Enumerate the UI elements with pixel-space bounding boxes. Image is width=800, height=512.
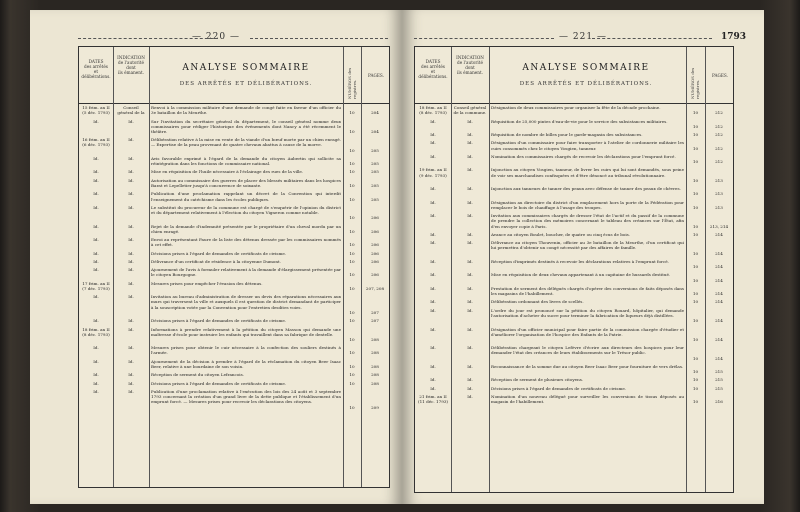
cell-date: Id. (430, 307, 436, 313)
cell-date: Id. (93, 380, 99, 386)
cell-page: 205 (371, 169, 379, 175)
cell-register-number: 10 (692, 159, 699, 165)
cell-register-number: 10 (349, 285, 355, 291)
cell-summary: Injonction au citoyen Vosgien, tanneur, de livrer les cuirs qui lui sont demandés, sous peine de voir ses marchandises confisquées et d'être dénoncé au tribunal révolutionnaire. (491, 167, 684, 178)
cell-date: Id. (93, 223, 99, 229)
cell-register-number: 10 (349, 110, 355, 116)
cell-summary: Réquisition de nombre de billes pour le garde-magasin des subsistances. (491, 132, 643, 138)
cell-authority: Id. (467, 153, 473, 159)
table-row (79, 251, 389, 256)
cell-authority: Conseil général de la (117, 105, 145, 116)
table-row (79, 156, 389, 166)
table-row (415, 327, 733, 343)
cell-page: 212 (715, 123, 723, 129)
cell-date: 18 frim. an II (8 déc. 1793) (419, 105, 447, 116)
header-dates: DATES des arrêtés et délibérations. (81, 59, 111, 79)
cell-date: Id. (430, 240, 436, 246)
cell-date: 17 frim. an II (7 déc. 1793) (82, 280, 110, 291)
cell-page: 207 (371, 318, 379, 324)
cell-register-number: 10 (692, 377, 699, 383)
table-row (79, 259, 389, 264)
cell-page: 207 (371, 309, 379, 315)
cell-page: 206 (371, 272, 379, 278)
cell-date: Id. (93, 237, 99, 243)
cell-page: 206 (371, 242, 379, 248)
cell-summary: Réception d'imprimés destinés à recevoir les déclarations relatives à l'emprunt forcé. (491, 258, 669, 264)
cell-summary: Décisions prises à l'égard de demandes de certificats de civisme. (151, 318, 287, 324)
cell-summary: Réception de serment du citoyen Lefrancois. (151, 372, 245, 378)
cell-summary: Mise en réquisition de l'huile nécessaire à l'éclairage des rues de la ville. (151, 169, 304, 175)
cell-authority: Id. (467, 299, 473, 305)
table-row (415, 394, 733, 404)
table-row (79, 169, 389, 174)
cell-register-number: 10 (692, 191, 699, 197)
cell-date: Id. (430, 345, 436, 351)
cell-summary: Ajournement de l'avis à formuler relativement à la demande d'élargissement présentée par le citoyen Bourgogne. (151, 267, 341, 278)
cell-authority: Id. (128, 191, 134, 197)
cell-date: Id. (430, 299, 436, 305)
cell-authority: Id. (128, 250, 134, 256)
cell-page: 212 (715, 132, 723, 138)
cell-page: 206 (371, 215, 379, 221)
cell-register-number: 10 (349, 147, 355, 153)
cell-page: 208 (371, 336, 379, 342)
cell-page: 216 (715, 399, 723, 405)
cell-summary: Délivrance au citoyen Thouvenin, officier au 3e bataillon de la Meurthe, d'un certificat qui lui permettra d'obtenir un congé nécessité par des affaires de famille. (491, 240, 684, 251)
cell-authority: Id. (128, 388, 134, 394)
cell-register-number: 10 (349, 128, 355, 134)
cell-authority: Id. (128, 318, 134, 324)
cell-register-number: 10 (692, 223, 699, 229)
cell-register-number: 10 (692, 123, 699, 129)
cell-register-number: 10 (692, 299, 699, 305)
cell-register-number: 10 (692, 264, 699, 270)
cell-date: Id. (93, 177, 99, 183)
cell-summary: Injonction aux tanneurs de tanner des peaux avec défense de tanner des peaux de chèvres. (491, 186, 681, 192)
cell-authority: Id. (467, 231, 473, 237)
cell-register-number: 10 (349, 215, 355, 221)
cell-summary: Reconnaissance de la somme due au citoyen Beer Isaac Beer pour fourniture de vers drélas. (491, 363, 684, 369)
cell-authority: Id. (128, 177, 134, 183)
cell-date: 16 frim. an II (6 déc. 1793) (82, 137, 110, 148)
cell-page: 213 (715, 177, 723, 183)
cell-summary: Nomination d'un nouveau délégué pour surveiller les conversions de tissus déposés au magasin de l'habillement. (491, 394, 684, 405)
cell-authority: Id. (128, 237, 134, 243)
table-row (79, 137, 389, 153)
cell-register-number: 10 (349, 161, 355, 167)
header-numeros: NUMÉROS des registres. (690, 67, 700, 99)
cell-register-number: 10 (349, 372, 355, 378)
cell-date: 21 frim. an II (11 déc. 1793) (417, 394, 449, 405)
cell-register-number: 10 (349, 309, 355, 315)
cell-authority: Id. (128, 204, 134, 210)
cell-page: 214 (715, 231, 723, 237)
table-row (415, 132, 733, 137)
cell-summary: Informations à prendre relativement à la pétition du citoyen Masson qui demande une maîtresse d'école pour instruire les enfants qui travaillent dans sa fabrique de dentelle. (151, 326, 341, 337)
cell-register-number: 10 (349, 350, 355, 356)
cell-register-number: 10 (692, 277, 699, 283)
page-number: — 221 — (559, 32, 607, 42)
table-row (79, 389, 389, 410)
table-row (79, 294, 389, 315)
cell-date: Id. (430, 326, 436, 332)
cell-page: 208 (371, 350, 379, 356)
cell-register-number: 10 (692, 355, 699, 361)
page-number: — 220 — (192, 32, 240, 42)
cell-page: 208 (371, 380, 379, 386)
cell-date: Id. (430, 132, 436, 138)
cell-page: 214 (715, 318, 723, 324)
header-indication: INDICATION de l'autorité dont ils émanent. (456, 55, 484, 75)
cell-date: Id. (430, 385, 436, 391)
cell-page: 204 (371, 110, 379, 116)
cell-date: Id. (430, 213, 436, 219)
table-row (79, 381, 389, 386)
table-row (415, 308, 733, 324)
right-page (402, 10, 764, 504)
cell-page: 205 (371, 161, 379, 167)
cell-date: Id. (430, 285, 436, 291)
cell-summary: Envoi au représentant Faure de la liste des détenus dressée par les commissaires nommés à cet effet. (151, 237, 341, 248)
cell-authority: Id. (128, 169, 134, 175)
header-dates: DATES des arrêtés et délibérations. (418, 59, 448, 79)
cell-date: Id. (430, 377, 436, 383)
header-subtitle: DES ARRÊTÉS ET DÉLIBÉRATIONS. (179, 81, 313, 87)
table-row (415, 272, 733, 282)
table-row (79, 327, 389, 343)
table-row (415, 299, 733, 304)
cell-register-number: 10 (349, 258, 355, 264)
cell-authority: Id. (467, 385, 473, 391)
cell-page: 214 (715, 250, 723, 256)
cell-summary: Désignation de deux commissaires pour organiser la fête de la décade prochaine. (491, 105, 661, 110)
table-row (79, 237, 389, 247)
table-row (79, 119, 389, 135)
table-row (79, 178, 389, 188)
summary-table (414, 46, 734, 493)
cell-register-number: 10 (349, 380, 355, 386)
table-row (415, 232, 733, 237)
cell-authority: Id. (128, 267, 134, 273)
cell-date: Id. (93, 267, 99, 273)
cell-page: 204 (371, 128, 379, 134)
header-pages: PAGES. (368, 73, 384, 78)
cell-authority: Id. (128, 345, 134, 351)
cell-authority: Conseil général de la commune. (453, 105, 487, 116)
cell-register-number: 10 (692, 231, 699, 237)
cell-register-number: 10 (349, 196, 355, 202)
cell-summary: Prestation de serment des délégués chargés d'opérer des conversions de faits déposés dans les magasins de l'habillement. (491, 285, 684, 297)
cell-page: 214 (715, 264, 723, 270)
table-row (415, 345, 733, 361)
table-row (415, 105, 733, 115)
cell-page: 212 (715, 159, 723, 165)
table-row (415, 213, 733, 229)
cell-authority: Id. (128, 280, 134, 286)
table-row (415, 140, 733, 150)
cell-date: Id. (93, 358, 99, 364)
table-row (79, 359, 389, 369)
cell-summary: Mesures prises pour empêcher l'évasion des détenus. (151, 280, 263, 286)
cell-authority: Id. (128, 137, 134, 143)
cell-authority: Id. (128, 155, 134, 161)
cell-summary: Nomination des commissaires chargés de recevoir les déclarations pour l'emprunt forcé. (491, 153, 676, 159)
cell-date: Id. (93, 191, 99, 197)
cell-authority: Id. (467, 326, 473, 332)
cell-register-number: 10 (349, 242, 355, 248)
cell-page: 213, 214 (709, 223, 729, 229)
cell-date: Id. (93, 118, 99, 124)
cell-date: 15 frim. an II (5 déc. 1793) (82, 105, 110, 116)
summary-table (78, 46, 390, 488)
cell-summary: Réquisition de 25,000 pintes d'eau-de-vie pour le service des subsistances militaires. (491, 118, 668, 124)
cell-summary: Mesures prises pour obtenir le cuir nécessaire à la confection des souliers destinés à l'armée. (151, 345, 341, 356)
header-title: ANALYSE SOMMAIRE (182, 63, 310, 73)
header-indication: INDICATION de l'autorité dont ils émanent. (117, 55, 145, 75)
table-row (415, 119, 733, 129)
cell-page: 208 (371, 372, 379, 378)
cell-register-number: 10 (349, 363, 355, 369)
cell-summary: Avis favorable exprimé à l'égard de la demande du citoyen Aubertin qui sollicite sa réintégration dans les fonctions de commissaire national. (151, 155, 341, 167)
cell-authority: Id. (128, 358, 134, 364)
table-row (79, 191, 389, 201)
cell-authority: Id. (467, 167, 473, 173)
cell-authority: Id. (467, 377, 473, 383)
table-row (79, 105, 389, 115)
cell-register-number: 10 (349, 169, 355, 175)
cell-date: Id. (93, 258, 99, 264)
cell-authority: Id. (467, 240, 473, 246)
cell-date: Id. (93, 318, 99, 324)
cell-authority: Id. (467, 285, 473, 291)
cell-summary: Délivrance d'un certificat de résidence à la citoyenne Dumont. (151, 258, 281, 264)
cell-register-number: 10 (349, 250, 355, 256)
cell-summary: Ajournement de la décision à prendre à l'égard de la réclamation du citoyen Beer Isaac Beer, relative à une bourdaine de son voisin. (151, 358, 341, 369)
table-row (415, 186, 733, 196)
cell-page: 214 (715, 336, 723, 342)
cell-page: 206 (371, 228, 379, 234)
cell-page: 212 (715, 110, 723, 116)
cell-date: Id. (93, 294, 99, 300)
cell-register-number: 10 (349, 318, 355, 324)
cell-date: Id. (430, 186, 436, 192)
cell-authority: Id. (467, 118, 473, 124)
cell-date: 18 frim. an II (8 déc. 1793) (82, 326, 110, 337)
cell-authority: Id. (128, 223, 134, 229)
cell-authority: Id. (467, 394, 473, 400)
cell-register-number: 10 (692, 250, 699, 256)
cell-authority: Id. (128, 380, 134, 386)
cell-summary: Rejet de la demande d'indemnité présentée par le propriétaire d'un cheval mordu par un chien enragé. (151, 223, 341, 234)
cell-register-number: 10 (349, 182, 355, 188)
cell-page: 215 (715, 385, 723, 391)
cell-register-number: 10 (692, 291, 699, 297)
table-row (79, 318, 389, 323)
cell-page: 205 (371, 196, 379, 202)
cell-summary: Décisions prises à l'égard de demandes de certificats de civisme. (151, 250, 287, 256)
cell-register-number: 10 (692, 145, 699, 151)
cell-authority: Id. (467, 132, 473, 138)
cell-authority: Id. (467, 213, 473, 219)
table-row (415, 200, 733, 210)
cell-date: Id. (430, 272, 436, 278)
cell-date: Id. (430, 118, 436, 124)
cell-date: Id. (93, 169, 99, 175)
cell-summary: Invitation au bureau d'administration de dresser un devis des réparations nécessaires aux murs qui traversent la ville et auxquels il est question de district demandant de participer à la souscription votée par la Convention pour l'entretien desdites voies. (151, 294, 341, 310)
table-row (415, 240, 733, 256)
year-heading: 1793 (720, 32, 746, 42)
cell-page: 209 (371, 404, 379, 410)
cell-date: Id. (430, 258, 436, 264)
cell-summary: Désignation d'un commissaire pour faire transporter à l'atelier de cordonnerie militaire les cuirs consommés chez le citoyen Vosgien, tanneur. (491, 140, 684, 151)
cell-authority: Id. (467, 186, 473, 192)
cell-date: Id. (93, 388, 99, 394)
cell-summary: Délibération chargeant le citoyen Lefèvre d'écrire aux directeurs des hospices pour leur demander l'état des créances de leurs établissements sur le Trésor public. (491, 345, 684, 356)
cell-authority: Id. (467, 199, 473, 205)
header-subtitle: DES ARRÊTÉS ET DÉLIBÉRATIONS. (519, 81, 653, 87)
header-title: ANALYSE SOMMAIRE (522, 63, 650, 73)
cell-register-number: 10 (692, 110, 699, 116)
table-row (79, 345, 389, 355)
table-row (415, 167, 733, 183)
cell-page: 208 (371, 363, 379, 369)
table-row (415, 364, 733, 374)
cell-summary: Invitation aux commissaires chargés de dresser l'état de l'actif et du passif de la commune de prendre la collection des mémoires concernant le tableau des créances sur l'État, afin d'en envoyer copie à Paris. (491, 213, 684, 229)
cell-summary: L'ordre du jour est prononcé sur la pétition du citoyen Rouard, hôpitalier, qui demande l'autorisation d'acheter du sucre pour terminer la fabrication de liqueurs déjà distillées. (491, 307, 684, 318)
table-row (415, 259, 733, 269)
cell-summary: Publication d'une proclamation relative à l'exécution des lois des 24 août et 3 septembre 1793 concernant la création d'un grand livre de la dette publique et l'établissement d'un emprunt forcé. — Mesures prises pour recevoir les déclarations des citoyens. (151, 388, 341, 405)
cell-page: 205 (371, 182, 379, 188)
cell-register-number: 10 (692, 318, 699, 324)
cell-summary: Mise en réquisition de deux chevaux appartenant à un capitaine de hussards destitué. (491, 272, 671, 278)
cell-register-number: 10 (692, 177, 699, 183)
cell-summary: Désignation au directoire du district d'un emplacement hors la porte de la Fédération pour remplacer le bois de chauffage à l'usage des troupes. (491, 199, 684, 210)
cell-summary: Désignation d'un officier municipal pour faire partie de la commission chargée d'étudier et d'améliorer l'organisation de l'hospice des Enfants de la Patrie. (491, 326, 684, 337)
table-row (415, 154, 733, 164)
cell-page: 205 (371, 147, 379, 153)
cell-authority: Id. (128, 372, 134, 378)
cell-page: 214 (715, 291, 723, 297)
cell-register-number: 10 (692, 385, 699, 391)
cell-summary: Délibération relative à la mise en vente de la viande d'un bœuf morte par un chien enragé. — Expertise de la peau provenant de quatre chevaux abattus à cause de la morve. (151, 137, 341, 148)
cell-authority: Id. (467, 307, 473, 313)
table-row (79, 224, 389, 234)
table-row (79, 372, 389, 377)
cell-summary: Publication d'une proclamation rappelant un décret de la Convention qui interdit l'enseignement du catéchisme dans les écoles publiques. (151, 191, 341, 202)
cell-register-number: 10 (692, 399, 699, 405)
table-row (79, 205, 389, 221)
cell-authority: Id. (467, 363, 473, 369)
table-row (415, 377, 733, 382)
cell-summary: Renvoi à la commission militaire d'une demande de congé faite en faveur d'un officier du 3e bataillon de la Meurthe. (151, 105, 341, 116)
cell-summary: Avance au citoyen Boulet, boucher, de quatre ou cinq écus de bois. (491, 231, 631, 237)
cell-page: 215 (715, 377, 723, 383)
table-row (79, 267, 389, 277)
cell-date: Id. (430, 140, 436, 146)
cell-page: 214 (715, 355, 723, 361)
cell-date: Id. (93, 345, 99, 351)
cell-summary: Sur l'invitation du secrétaire général du département, le conseil général nomme deux commissaires pour rédiger l'historique des événements dont Nancy a été récemment le théâtre. (151, 118, 341, 134)
cell-summary: Le substitut du procureur de la commune est chargé de s'enquérir de l'opinion du district et du département relativement à l'élection du citoyen Vigneron comme notable. (151, 204, 341, 216)
cell-authority: Id. (467, 258, 473, 264)
left-page (30, 10, 402, 504)
cell-page: 212 (715, 145, 723, 151)
cell-summary: Réception de serment de plusieurs citoyens. (491, 377, 584, 383)
cell-page: 213 (715, 191, 723, 197)
cell-date: 19 frim. an II (9 déc. 1793) (419, 167, 447, 178)
cell-register-number: 10 (692, 204, 699, 210)
cell-page: 206 (371, 250, 379, 256)
cell-page: 215 (715, 369, 723, 375)
cell-summary: Autorisation au commissaire des guerres de placer des blessés militaires dans les hospices Barat et Lepelletier jusqu'à concurrence de soixante. (151, 177, 341, 188)
cell-authority: Id. (467, 140, 473, 146)
cell-authority: Id. (467, 272, 473, 278)
cell-page: 214 (715, 277, 723, 283)
table-row (79, 281, 389, 291)
table-row (415, 286, 733, 296)
cell-date: Id. (430, 363, 436, 369)
cell-page: 214 (715, 299, 723, 305)
cell-authority: Id. (128, 258, 134, 264)
header-pages: PAGES. (712, 73, 728, 78)
cell-authority: Id. (128, 294, 134, 300)
cell-summary: Décisions prises à l'égard de demandes de certificats de civisme. (491, 385, 627, 391)
header-numeros: NUMÉROS des registres. (347, 67, 357, 99)
cell-register-number: 10 (692, 132, 699, 138)
cell-date: Id. (430, 231, 436, 237)
cell-register-number: 10 (692, 369, 699, 375)
cell-date: Id. (93, 372, 99, 378)
table-row (415, 386, 733, 391)
cell-register-number: 10 (349, 228, 355, 234)
cell-authority: Id. (467, 345, 473, 351)
cell-summary: Décisions prises à l'égard de demandes de certificats de civisme. (151, 380, 287, 386)
cell-date: Id. (430, 153, 436, 159)
cell-authority: Id. (128, 326, 134, 332)
cell-date: Id. (430, 199, 436, 205)
cell-register-number: 10 (692, 336, 699, 342)
cell-register-number: 10 (349, 404, 355, 410)
cell-page: 207, 208 (365, 285, 385, 291)
cell-register-number: 10 (349, 336, 355, 342)
cell-page: 206 (371, 258, 379, 264)
cell-authority: Id. (128, 118, 134, 124)
cell-date: Id. (93, 155, 99, 161)
cell-date: Id. (93, 250, 99, 256)
cell-summary: Délibération ordonnant des livres de scellés. (491, 299, 584, 305)
cell-register-number: 10 (349, 272, 355, 278)
cell-date: Id. (93, 204, 99, 210)
cell-page: 213 (715, 204, 723, 210)
